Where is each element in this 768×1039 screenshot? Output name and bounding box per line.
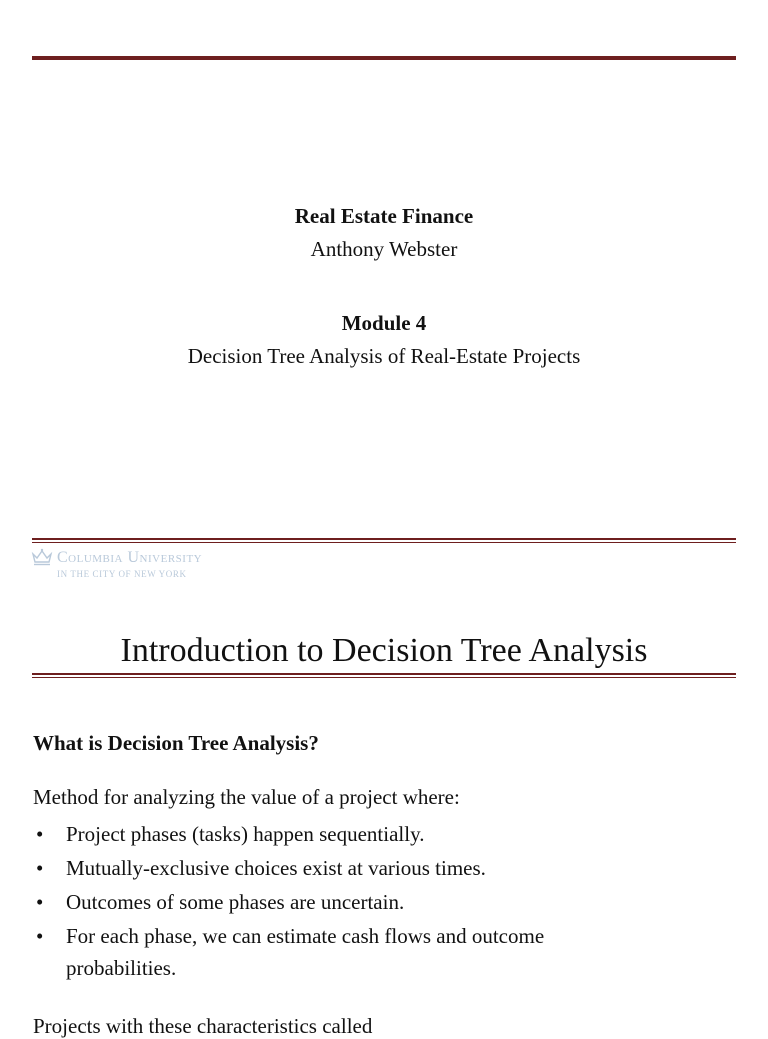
bullet-icon: • [36,856,44,880]
bullet-text: Project phases (tasks) happen sequentially. [66,822,425,846]
list-item [33,886,566,918]
university-logo [31,548,271,582]
list-item [33,852,566,884]
course-title: Real Estate Finance [294,204,474,228]
module-subtitle: Decision Tree Analysis of Real-Estate Projects [187,344,581,368]
bullet-icon: • [36,924,44,948]
bullet-icon: • [36,890,44,914]
title-underline [32,673,736,678]
slide-title: Introduction to Decision Tree Analysis [120,632,648,669]
bullet-icon: • [36,822,44,846]
bullet-text: Mutually-exclusive choices exist at various times. [66,856,486,880]
section-divider [32,538,736,543]
cut-off-text: Projects with these characteristics called [33,1014,373,1038]
lead-sentence: Method for analyzing the value of a project where: [33,785,460,809]
module-label: Module 4 [341,311,427,335]
crown-icon [31,548,53,566]
bullet-text: For each phase, we can estimate cash flows and outcome probabilities. [66,924,545,980]
top-rule [32,56,736,60]
logo-name: Columbia University [57,549,203,566]
bullet-list [33,818,566,986]
list-item [33,818,566,850]
bullet-text: Outcomes of some phases are uncertain. [66,890,405,914]
logo-tagline: IN THE CITY OF NEW YORK [57,569,187,579]
author-name: Anthony Webster [310,237,458,261]
list-item [33,920,566,984]
section-question: What is Decision Tree Analysis? [33,731,319,755]
